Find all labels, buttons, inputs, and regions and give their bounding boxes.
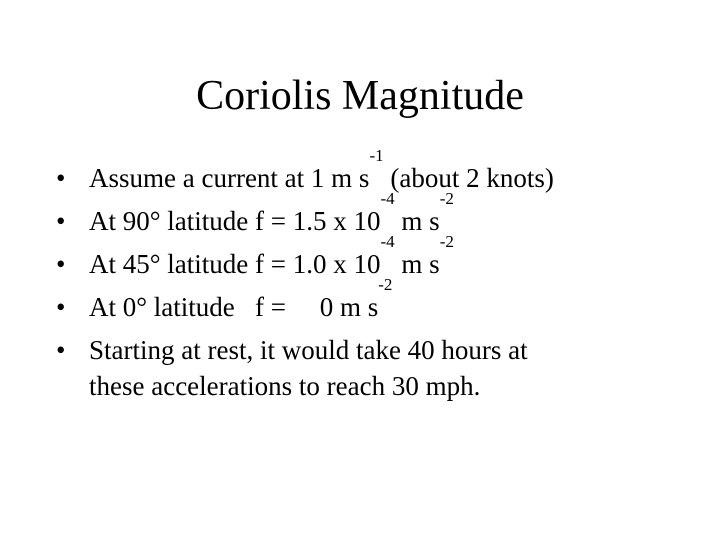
bullet-marker: • [56, 292, 66, 322]
slide-title: Coriolis Magnitude [196, 73, 524, 119]
text-segment: m s [394, 206, 440, 236]
superscript: -4 [380, 232, 395, 251]
superscript: -2 [378, 275, 393, 294]
superscript: -4 [380, 189, 395, 208]
text-segment: At 45° latitude f = 1.0 x 10 [89, 249, 381, 279]
bullet-text [89, 275, 689, 325]
superscript: -2 [439, 189, 454, 208]
superscript: -1 [369, 146, 384, 165]
text-line: these accelerations to reach 30 mph. [89, 371, 481, 401]
text-line: Starting at rest, it would take 40 hours at [89, 335, 528, 365]
text-segment: m s [394, 249, 440, 279]
bullet-marker: • [56, 335, 66, 365]
text-segment: (about 2 knots) [383, 163, 554, 193]
bullet-marker: • [56, 249, 66, 279]
superscript: -2 [439, 232, 454, 251]
bullet-marker: • [56, 206, 66, 236]
text-segment: At 0° latitude f = 0 m s [89, 292, 379, 322]
text-segment: Assume a current at 1 m s [89, 163, 370, 193]
text-segment: At 90° latitude f = 1.5 x 10 [89, 206, 381, 236]
bullet-text [89, 332, 689, 404]
bullet-marker: • [56, 163, 66, 193]
